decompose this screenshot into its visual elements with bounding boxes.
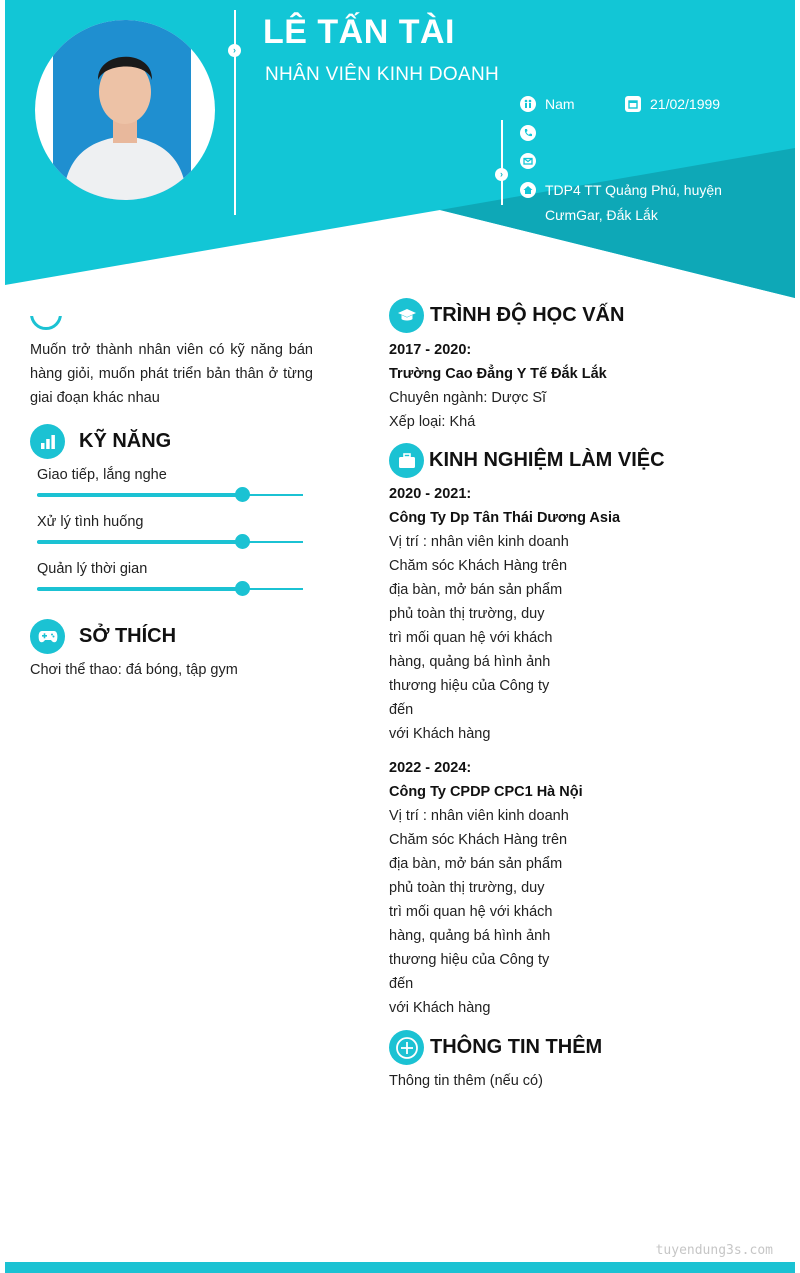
home-icon: [520, 182, 536, 198]
experience-line: thương hiệu của Công ty: [389, 952, 550, 968]
extra-title: THÔNG TIN THÊM: [430, 1036, 603, 1058]
profile-photo: [35, 20, 215, 200]
gender-value: Nam: [545, 96, 575, 112]
skills-title: KỸ NĂNG: [79, 430, 172, 452]
calendar-icon: [625, 96, 641, 112]
education-major: Chuyên ngành: Dược Sĩ: [389, 390, 547, 406]
contact-timeline-dot: ›: [495, 168, 508, 181]
education-title: TRÌNH ĐỘ HỌC VẤN: [430, 304, 625, 326]
experience-line: với Khách hàng: [389, 726, 491, 742]
address-row: [520, 178, 781, 228]
skill-bar: [37, 588, 303, 590]
education-school: Trường Cao Đẳng Y Tế Đắk Lắk: [389, 366, 607, 382]
experience-item: [389, 482, 769, 746]
experience-line: phủ toàn thị trường, duy: [389, 880, 545, 896]
email-icon: [520, 153, 536, 169]
experience-line: trì mối quan hệ với khách: [389, 904, 553, 920]
skill-bar: [37, 494, 303, 496]
experience-line: với Khách hàng: [389, 1000, 491, 1016]
email-row: [520, 149, 545, 169]
candidate-name: LÊ TẤN TÀI: [263, 13, 455, 51]
experience-section-header: [389, 443, 665, 478]
gamepad-icon: [30, 619, 65, 654]
bar-chart-icon: [30, 424, 65, 459]
skill-item: [37, 512, 303, 543]
extra-section-header: [389, 1030, 602, 1065]
hobbies-text: Chơi thể thao: đá bóng, tập gym: [30, 662, 238, 678]
phone-icon: [520, 125, 536, 141]
experience-line: Vị trí : nhân viên kinh doanh: [389, 808, 569, 824]
experience-line: Vị trí : nhân viên kinh doanh: [389, 534, 569, 550]
watermark: tuyendung3s.com: [655, 1243, 773, 1258]
skill-label: Xử lý tình huống: [37, 514, 144, 530]
skill-knob: [235, 534, 250, 549]
experience-line: hàng, quảng bá hình ảnh: [389, 654, 551, 670]
phone-row: [520, 121, 545, 141]
address-value: TDP4 TT Quảng Phú, huyện CưmGar, Đắk Lắk: [545, 182, 722, 223]
graduation-cap-icon: [389, 298, 424, 333]
skills-section-header: [30, 424, 171, 459]
birthday-value: 21/02/1999: [650, 96, 721, 112]
experience-period: 2020 - 2021:: [389, 486, 472, 502]
experience-line: đến: [389, 976, 414, 992]
plus-circle-icon: [389, 1030, 424, 1065]
skill-label: Giao tiếp, lắng nghe: [37, 467, 167, 483]
skill-knob: [235, 487, 250, 502]
skill-bar: [37, 541, 303, 543]
experience-line: phủ toàn thị trường, duy: [389, 606, 545, 622]
hobbies-title: SỞ THÍCH: [79, 625, 177, 647]
education-section-header: [389, 298, 624, 333]
skill-fill: [37, 493, 242, 497]
gender-icon: [520, 96, 536, 112]
education-grade: Xếp loại: Khá: [389, 414, 476, 430]
experience-company: Công Ty Dp Tân Thái Dương Asia: [389, 510, 621, 526]
skill-item: [37, 559, 303, 590]
header-timeline-dot: ›: [228, 44, 241, 57]
experience-company: Công Ty CPDP CPC1 Hà Nội: [389, 784, 583, 800]
experience-line: hàng, quảng bá hình ảnh: [389, 928, 551, 944]
briefcase-icon: [389, 443, 424, 478]
experience-line: đến: [389, 702, 414, 718]
skill-fill: [37, 587, 242, 591]
job-title: NHÂN VIÊN KINH DOANH: [265, 64, 500, 85]
experience-title: KINH NGHIỆM LÀM VIỆC: [429, 449, 665, 471]
experience-line: thương hiệu của Công ty: [389, 678, 550, 694]
extra-text: Thông tin thêm (nếu có): [389, 1073, 543, 1089]
experience-period: 2022 - 2024:: [389, 760, 472, 776]
experience-line: Chăm sóc Khách Hàng trên: [389, 558, 568, 574]
education-period: 2017 - 2020:: [389, 342, 472, 358]
skill-knob: [235, 581, 250, 596]
experience-line: Chăm sóc Khách Hàng trên: [389, 832, 568, 848]
hobbies-section-header: [30, 619, 176, 654]
experience-line: địa bàn, mở bán sản phẩm: [389, 856, 563, 872]
gender-row: [520, 92, 575, 117]
birthday-row: [625, 92, 720, 117]
skill-item: [37, 465, 303, 496]
experience-line: trì mối quan hệ với khách: [389, 630, 553, 646]
objective-text: Muốn trở thành nhân viên có kỹ năng bán hàng giỏi, muốn phát triển bản thân ở từng giai đoạn khác nhau: [30, 342, 313, 406]
skill-fill: [37, 540, 242, 544]
experience-line: địa bàn, mở bán sản phẩm: [389, 582, 563, 598]
experience-item: [389, 756, 769, 1020]
avatar: [35, 20, 215, 200]
header-timeline-line: [234, 10, 236, 215]
skill-label: Quản lý thời gian: [37, 561, 148, 577]
footer-bar: [5, 1262, 795, 1273]
contact-timeline-line: [501, 120, 503, 205]
objective-header-mask: [28, 296, 308, 316]
education-block: [389, 338, 769, 434]
